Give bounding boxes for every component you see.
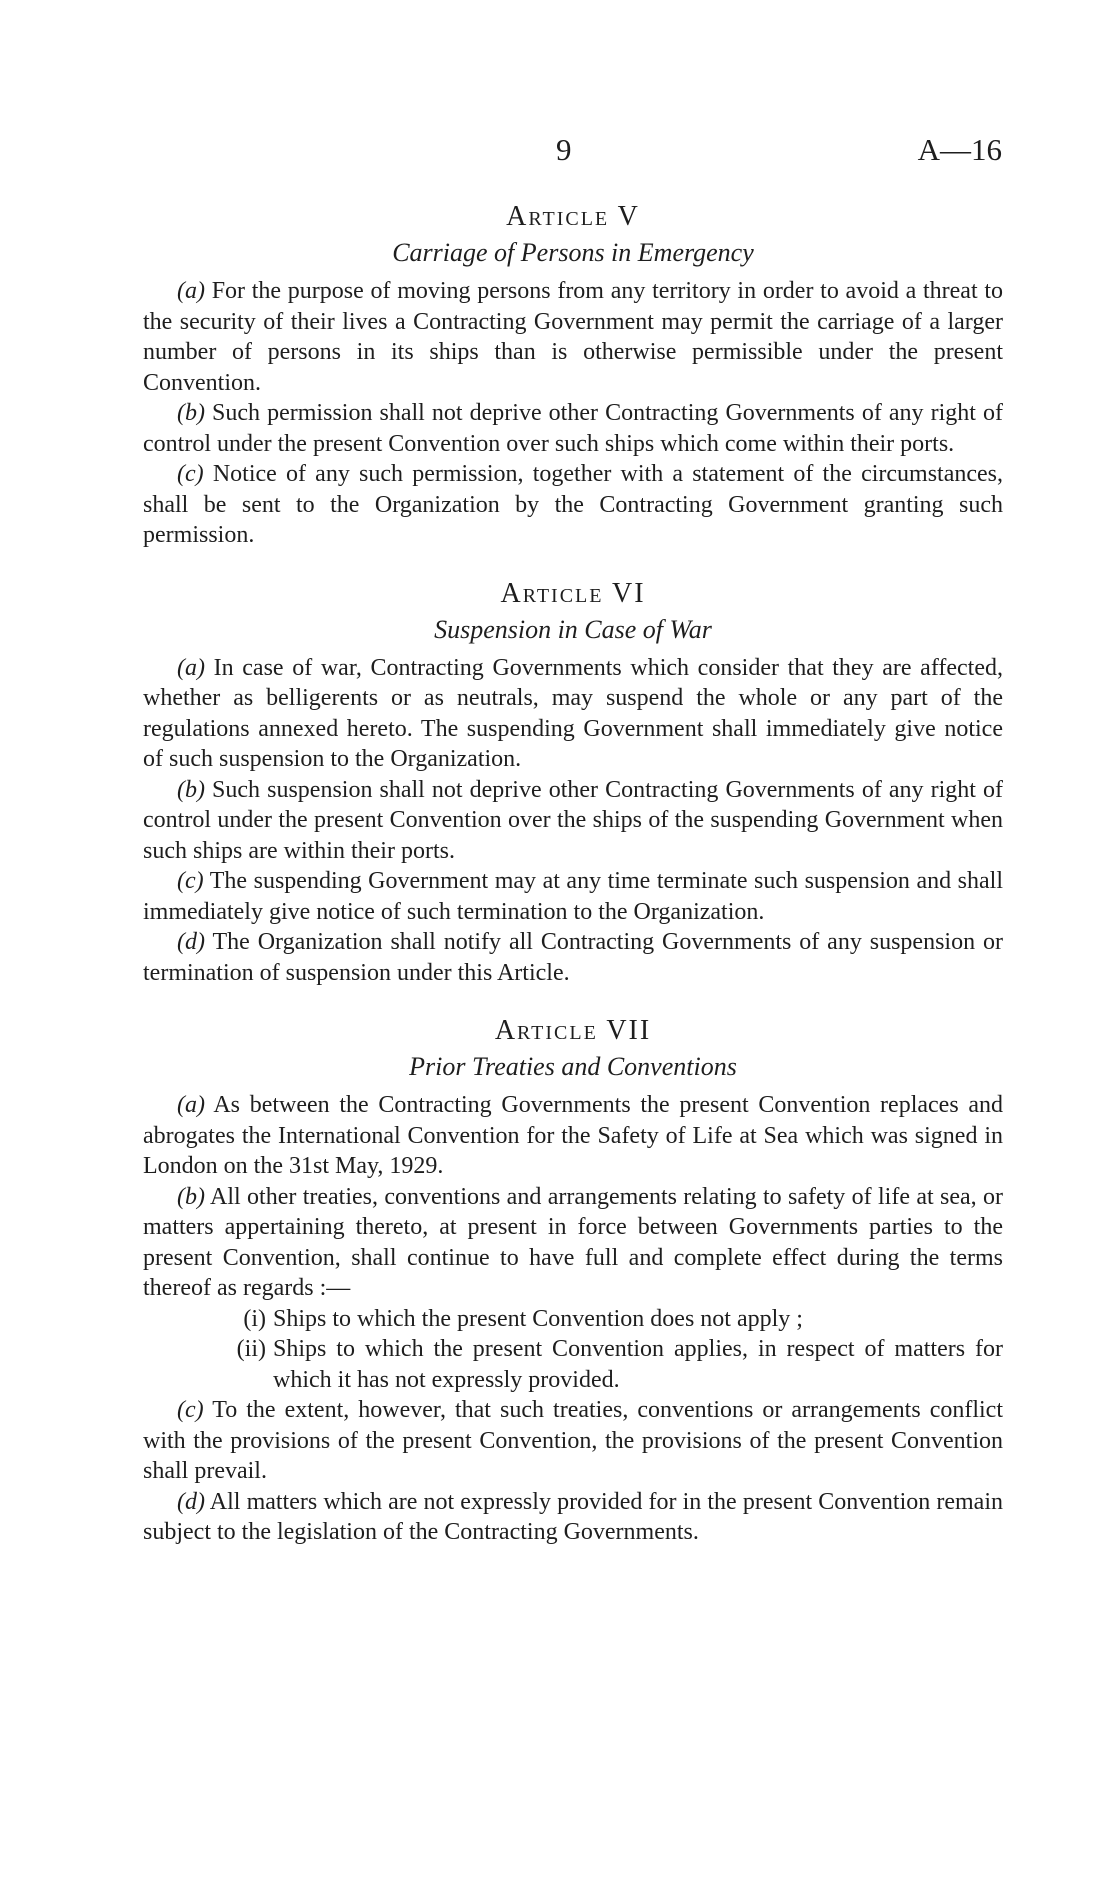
list-item [143,1334,1003,1395]
paragraph [143,276,1003,398]
paragraph-label: (a) [177,654,205,681]
paragraph [143,775,1003,867]
paragraph-label: (d) [177,1488,205,1515]
paragraph-text: In case of war, Contracting Governments which consider that they are affected, whether as belligerents or as neutrals, may suspend the whole or any part of the regulations annexed hereto. The suspending Government shall immediately give notice of such suspension to the Organization. [143,654,1003,772]
paragraph-text: The suspending Government may at any time terminate such suspension and shall immediately give notice of such termination to the Organization. [143,868,1003,925]
paragraph [143,398,1003,459]
article-subtitle: Carriage of Persons in Emergency [392,238,754,267]
list-item-text: Ships to which the present Convention does not apply ; [273,1305,803,1332]
article-title: Article V [506,201,640,232]
paragraph [143,927,1003,988]
paragraph-label: (a) [177,278,205,304]
paragraph-label: (a) [177,1092,205,1118]
paragraph [143,653,1003,775]
paragraph-label: (b) [177,776,205,803]
paragraph [143,1395,1003,1487]
paragraph-text: The Organization shall notify all Contracting Governments of any suspension or termination of suspension under this Article. [143,929,1003,986]
page-number: 9 [556,132,572,167]
paragraph-label: (c) [177,868,204,894]
article-vii [143,1014,1003,1548]
page-header [0,132,1114,172]
paragraph-text: Such permission shall not deprive other Contracting Governments of any right of control under the present Convention over such ships which come within their ports. [143,400,1003,457]
paragraph-label: (b) [177,1183,205,1210]
paragraph [143,866,1003,927]
paragraph-text: Such suspension shall not deprive other Contracting Governments of any right of control under the present Convention over the ships of the suspending Government when such ships are within their ports. [143,776,1003,864]
paragraph-text: All other treaties, conventions and arrangements relating to safety of life at sea, or matters appertaining thereto, at present in force between Governments parties to the present Convention, shall continue to have full and complete effect during the terms thereof as regards :— [143,1183,1003,1301]
paragraph-text: Notice of any such permission, together with a statement of the circumstances, shall be sent to the Organization by the Contracting Government granting such permission. [143,461,1003,548]
paragraph-text: To the extent, however, that such treaties, conventions or arrangements conflict with the provisions of the present Convention, the provisions of the present Convention shall prevail. [143,1397,1003,1484]
paragraph-text: For the purpose of moving persons from any territory in order to avoid a threat to the security of their lives a Contracting Government may permit the carriage of a larger number of persons in its ships than is otherwise permissible under the present Convention. [143,278,1003,396]
paragraph-label: (c) [177,1397,204,1423]
document-reference: A—16 [917,132,1002,167]
paragraph-label: (d) [177,929,205,955]
list-item-text: Ships to which the present Convention applies, in respect of matters for which it has not expressly provided. [273,1336,1003,1393]
article-title: Article VI [500,577,646,609]
article-vi [143,577,1003,989]
list-item-number: (ii) [236,1336,266,1362]
paragraph [143,459,1003,551]
article-subtitle: Suspension in Case of War [434,614,712,644]
article-v [143,200,1003,551]
paragraph-text: As between the Contracting Governments the present Convention replaces and abrogates the International Convention for the Safety of Life at Sea which was signed in London on the 31st May, 1929. [143,1092,1003,1179]
paragraph-text: All matters which are not expressly provided for in the present Convention remain subject to the legislation of the Contracting Governments. [143,1488,1003,1545]
document-body [143,200,1003,1574]
article-title: Article VII [494,1015,652,1046]
list-item-number: (i) [243,1305,266,1332]
paragraph [143,1182,1003,1304]
article-subtitle: Prior Treaties and Conventions [409,1052,737,1081]
list-item [143,1304,1003,1335]
paragraph [143,1090,1003,1182]
paragraph-label: (b) [177,400,205,426]
paragraph-label: (c) [177,461,204,487]
paragraph [143,1487,1003,1548]
